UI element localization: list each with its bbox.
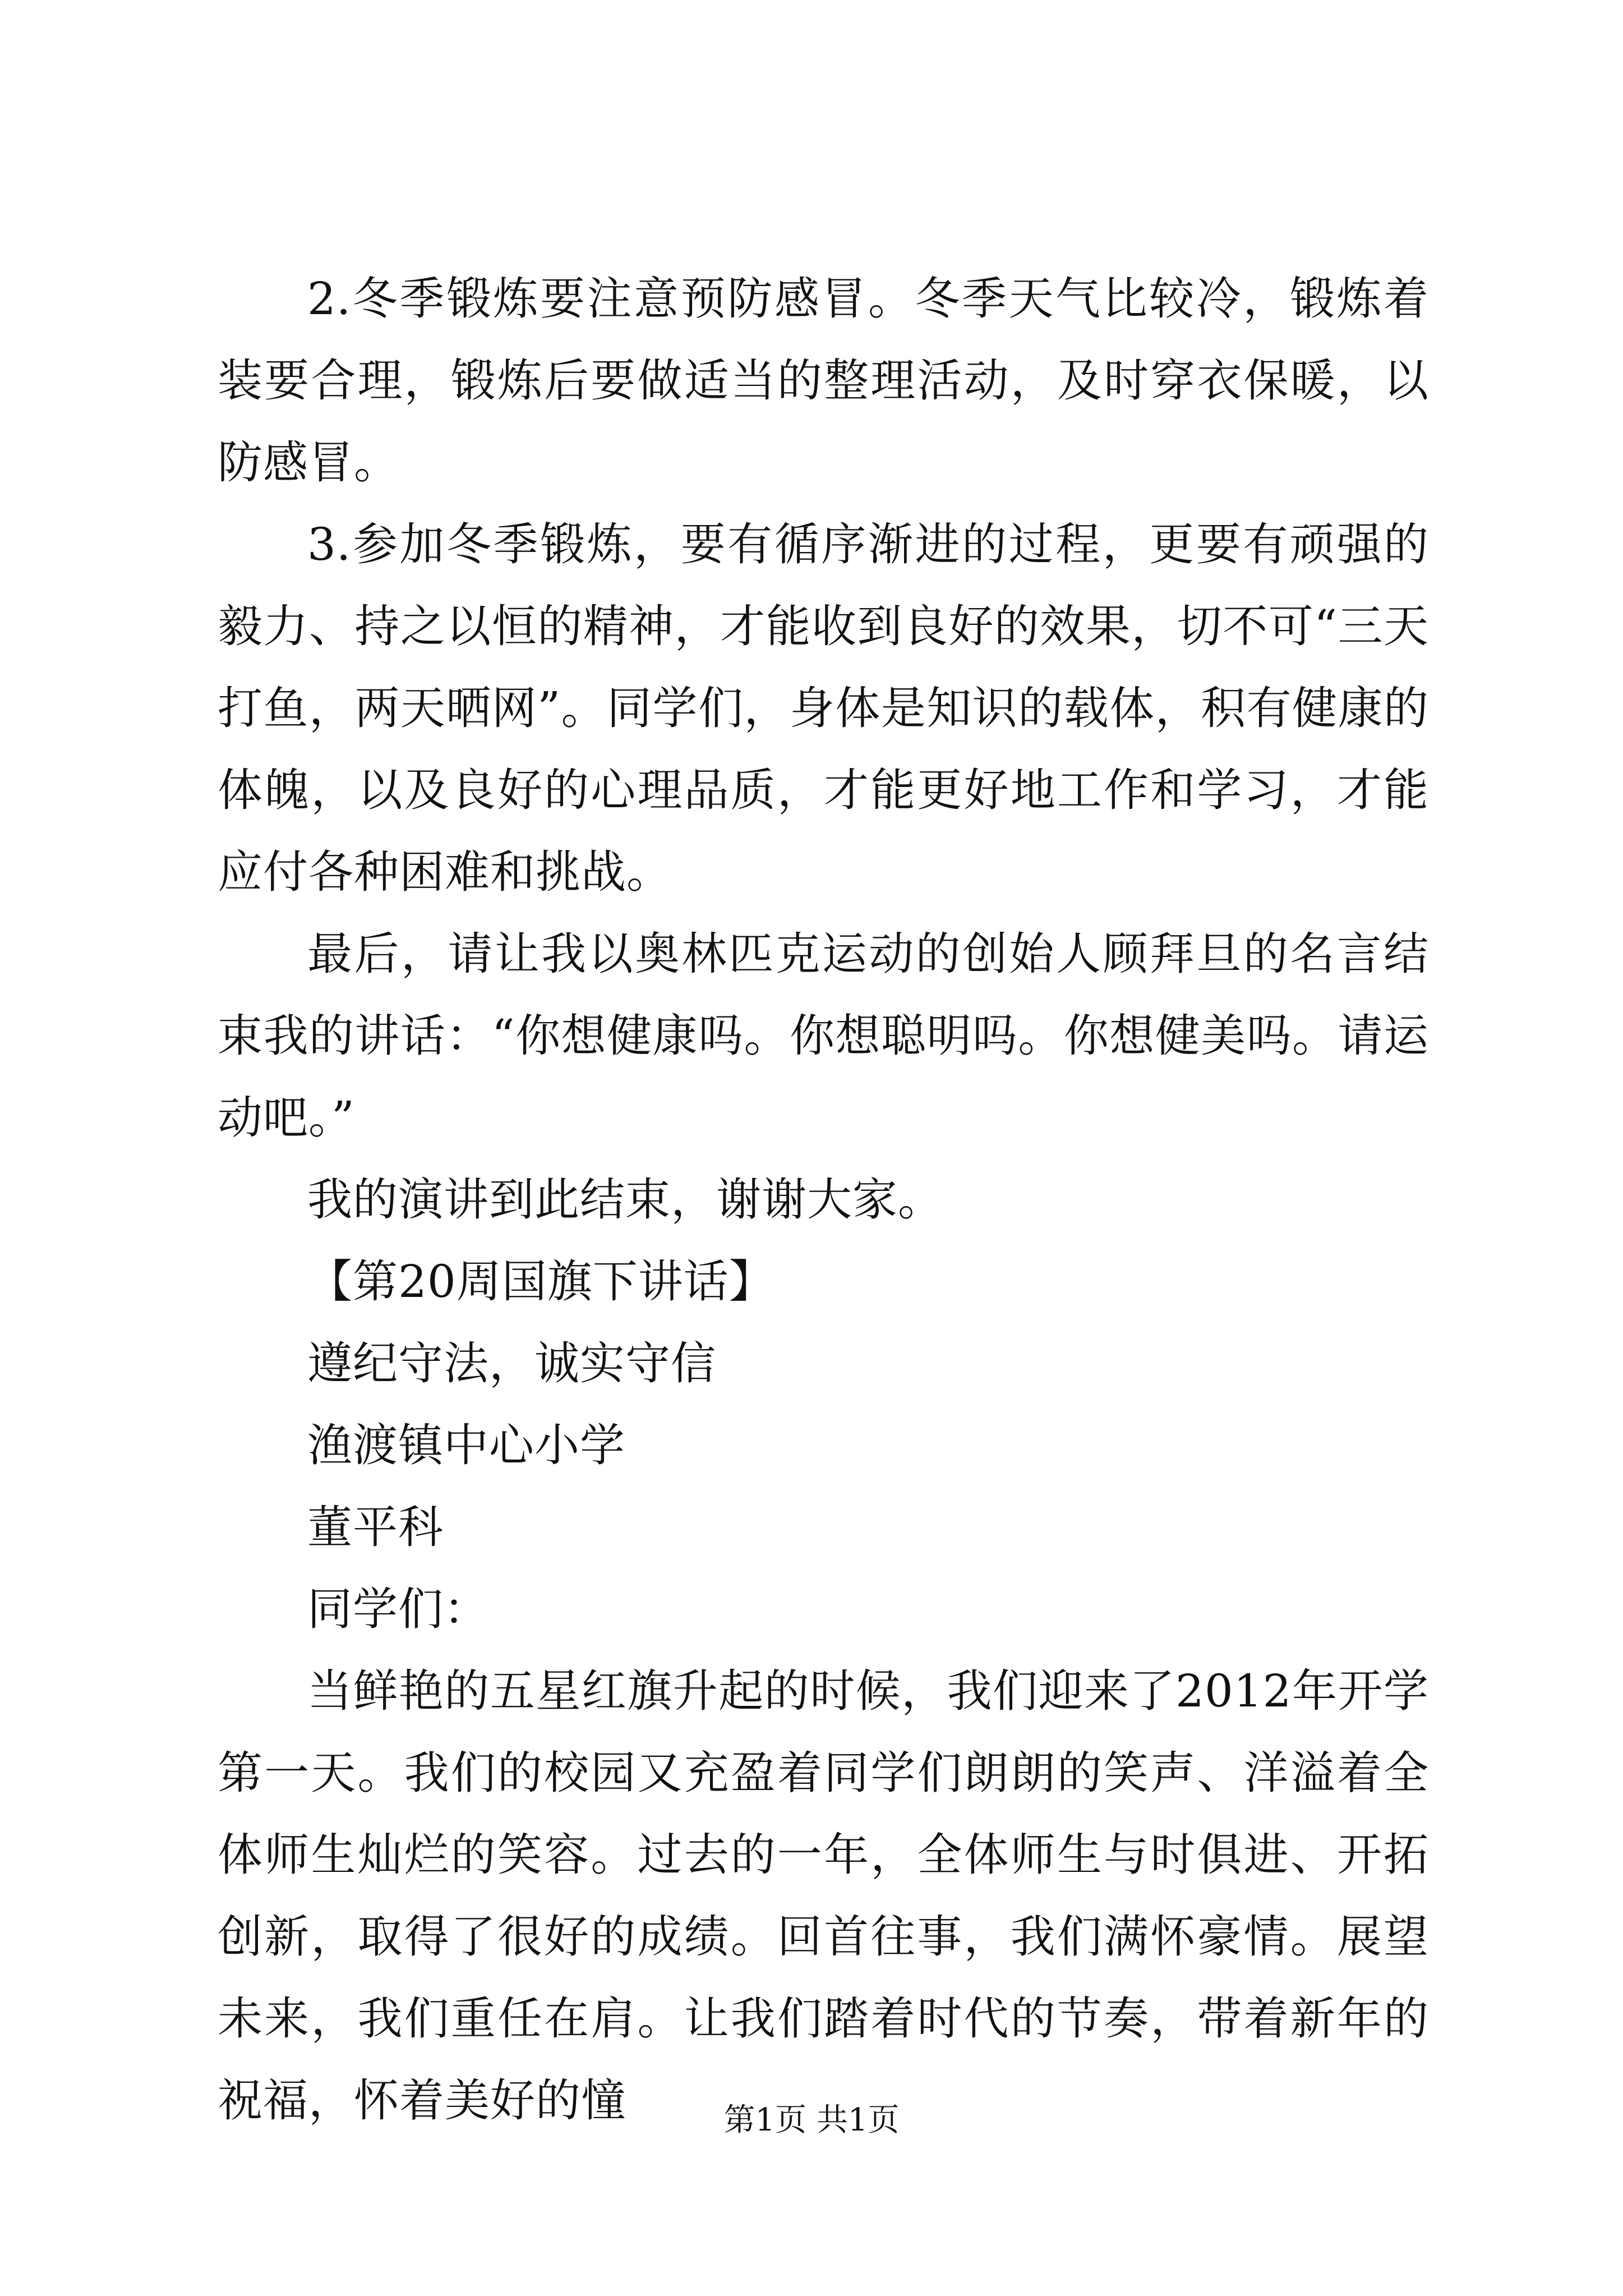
salutation: 同学们： [307, 1583, 489, 1635]
paragraph-new-semester: 当鲜艳的五星红旗升起的时候，我们迎来了2012年开学第一天。我们的校园又充盈着同学们朗朗的笑声、洋溢着全体师生灿烂的笑容。过去的一年，全体师生与时俱进、开拓创新，取得了很好的成绩。回首往事，我们满怀豪情。展望未来，我们重任在肩。让我们踏着时代的节奏，带着新年的祝福，怀着美好的憧 [218, 1665, 1429, 2127]
paragraph-winter-cold-prevention: 2.冬季锻炼要注意预防感冒。冬季天气比较冷，锻炼着装要合理，锻炼后要做适当的整理活动，及时穿衣保暖，以防感冒。 [218, 273, 1429, 489]
paragraph-gradual-exercise: 3.参加冬季锻炼，要有循序渐进的过程，更要有顽强的毅力、持之以恒的精神，才能收到良好的效果，切不可“三天打鱼，两天晒网”。同学们，身体是知识的载体，积有健康的体魄，以及良好的心理品质，才能更好地工作和学习，才能应付各种困难和挑战。 [218, 518, 1429, 898]
speech-title: 遵纪守法，诚实守信 [307, 1337, 716, 1389]
school-name: 渔渡镇中心小学 [307, 1419, 625, 1471]
paragraph-closing-quote: 最后，请让我以奥林匹克运动的创始人顾拜旦的名言结束我的讲话：“你想健康吗。你想聪明吗。你想健美吗。请运动吧。” [218, 928, 1429, 1144]
speaker-name: 董平科 [307, 1501, 444, 1553]
section-heading: 【第20周国旗下讲话】 [307, 1255, 774, 1308]
page-footer: 第1页 共1页 [723, 2102, 900, 2138]
document-body [218, 258, 1429, 2142]
paragraph-speech-end: 我的演讲到此结束，谢谢大家。 [307, 1174, 943, 1226]
